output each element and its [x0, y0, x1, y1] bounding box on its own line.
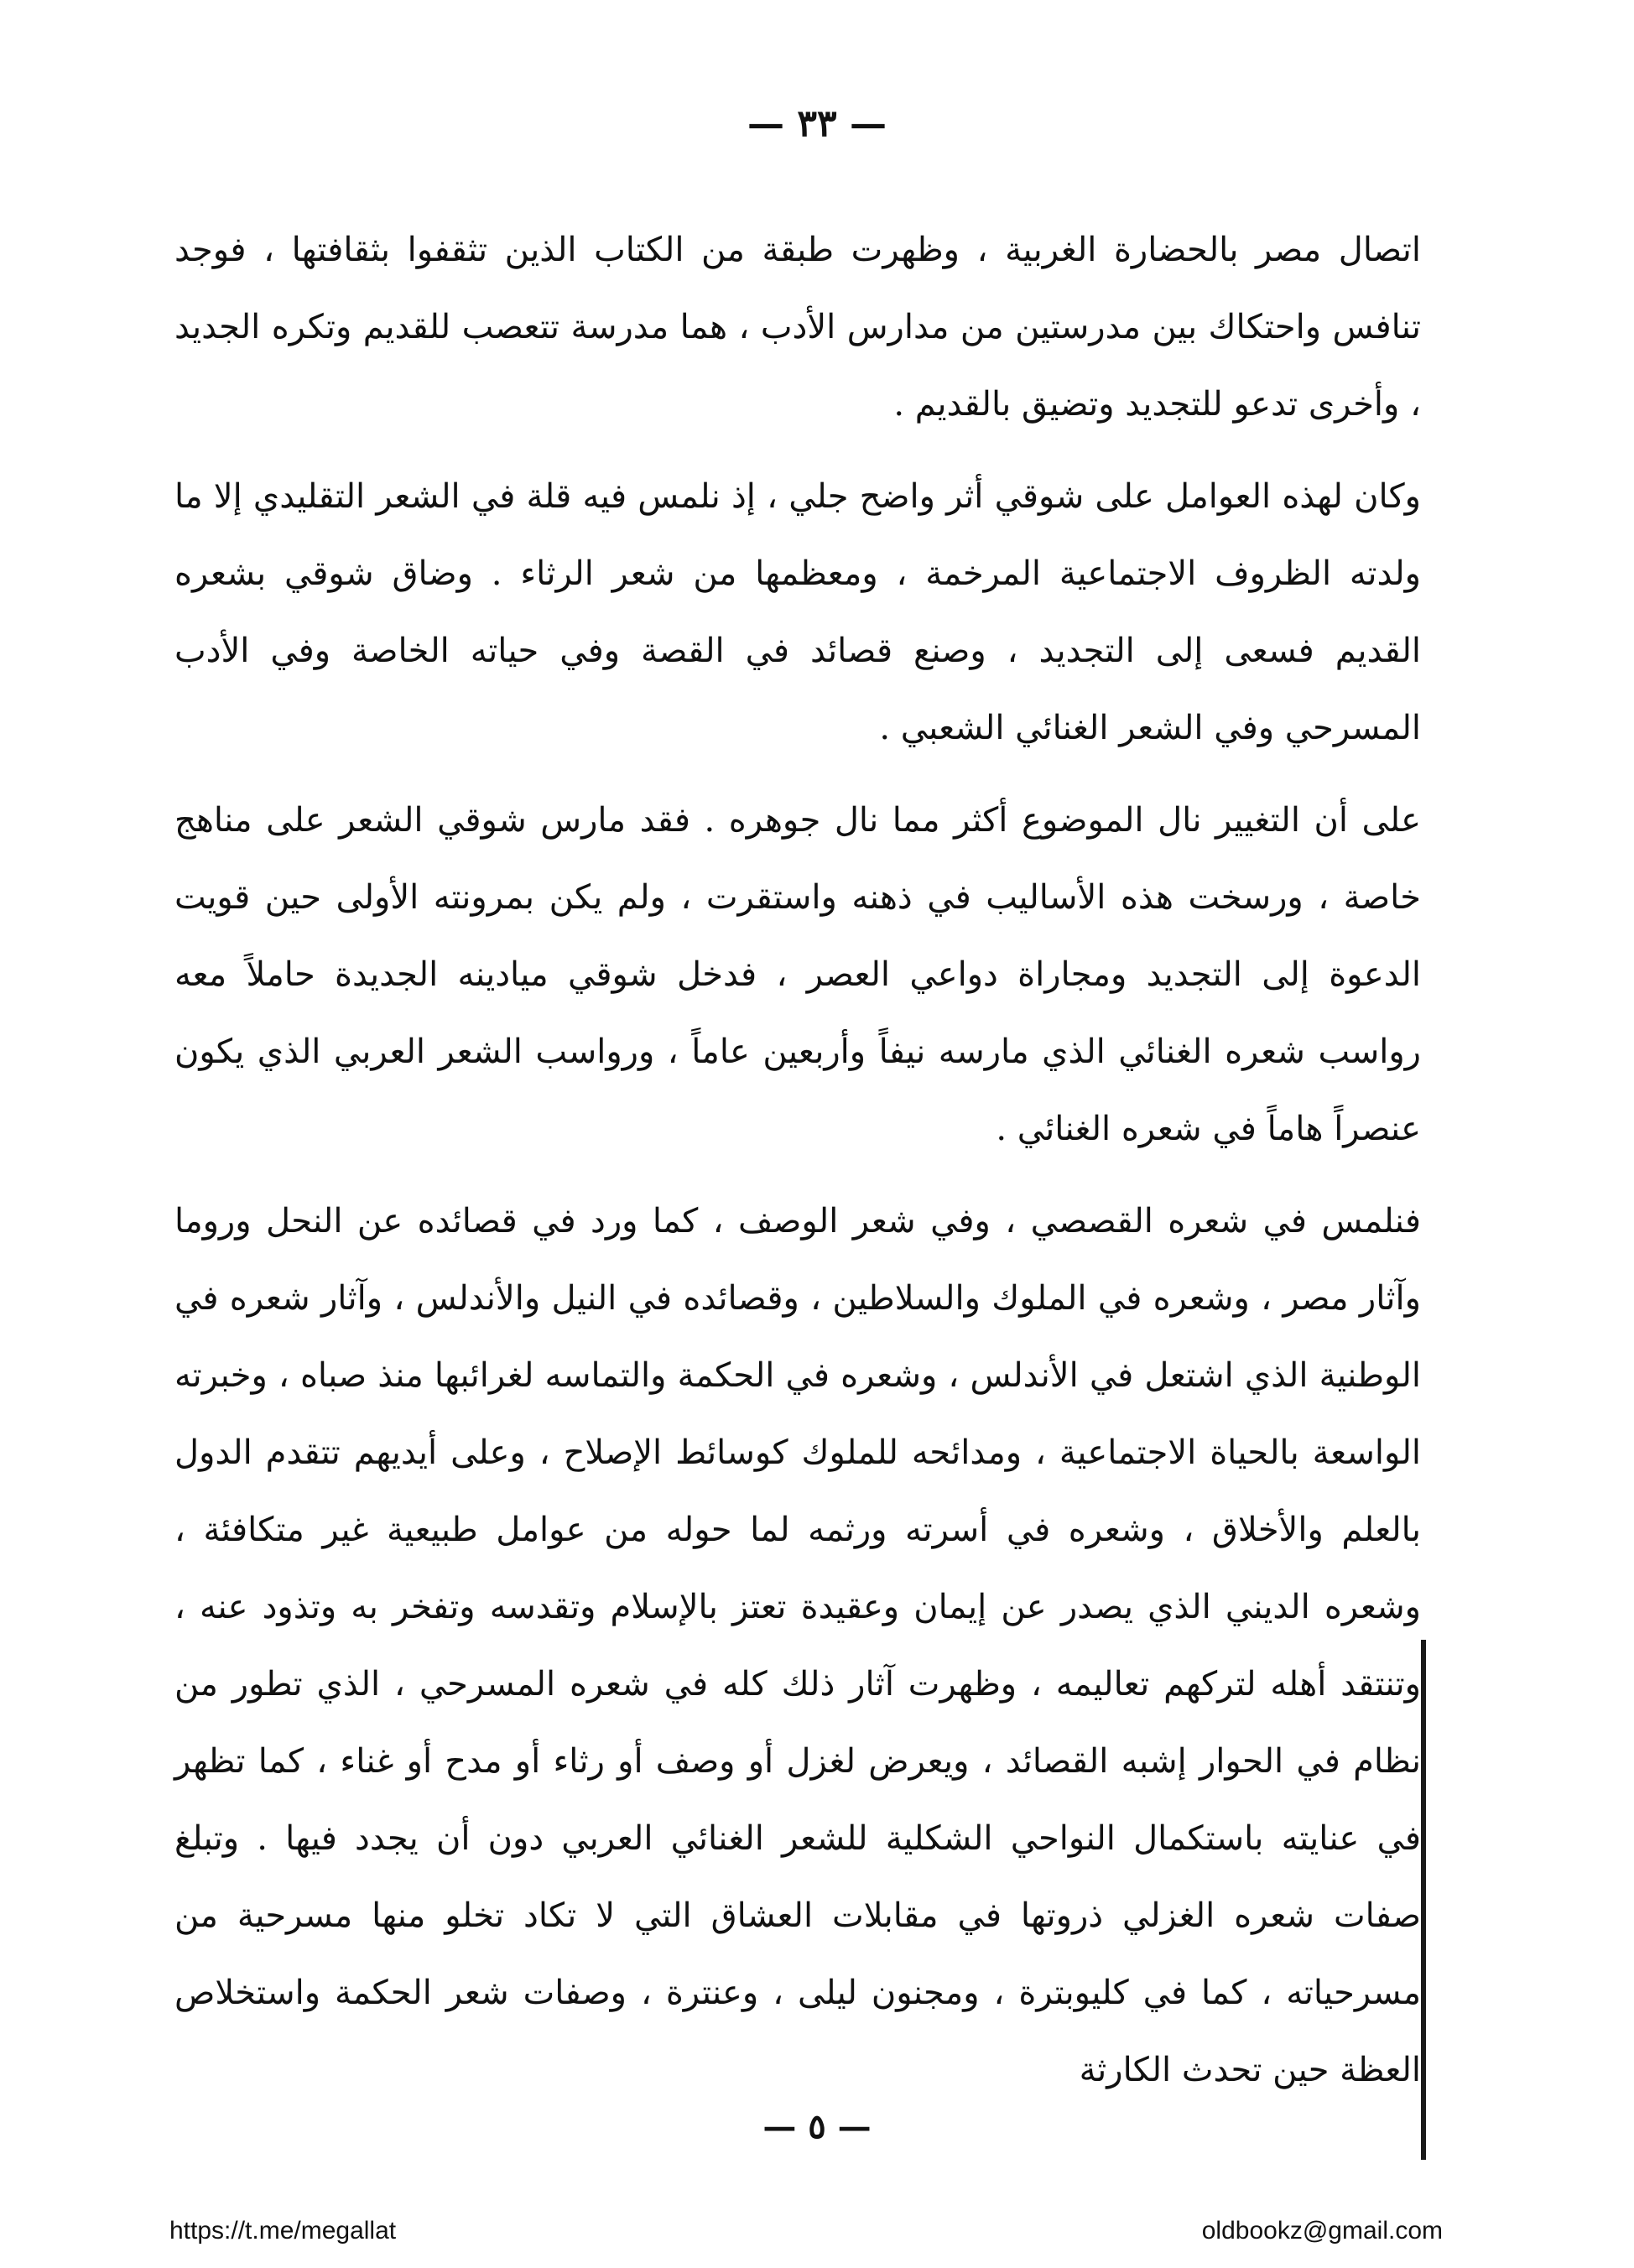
- paragraph-4: فنلمس في شعره القصصي ، وفي شعر الوصف ، كما ورد في قصائده عن النحل وروما وآثار مصر ، وشعره في الملوك والسلاطين ، وقصائده في النيل والأندلس ، وآثار شعره في الوطنية الذي اشتعل في الأندلس ، وشعره في الحكمة والتماسه لغرائبها منذ صباه ، وخبرته الواسعة بالحياة الاجتماعية ، ومدائحه للملوك كوسائط الإصلاح ، وعلى أيديهم تتقدم الدول بالعلم والأخلاق ، وشعره في أسرته ورثمه لما حوله من عوامل طبيعية غير متكافئة ، وشعره الديني الذي يصدر عن إيمان وعقيدة تعتز بالإسلام وتقدسه وتفخر به وتذود عنه ، وتنتقد أهله لتركهم تعاليمه ، وظهرت آثار ذلك كله في شعره المسرحي ، الذي تطور من نظام في الحوار إشبه القصائد ، ويعرض لغزل أو وصف أو رثاء أو مدح أو غناء ، كما تظهر في عنايته باستكمال النواحي الشكلية للشعر الغنائي العربي دون أن يجدد فيها . وتبلغ صفات شعره الغزلي ذروتها في مقابلات العشاق التي لا تكاد تخلو منها مسرحية من مسرحياته ، كما في كليوبترة ، ومجنون ليلى ، وعنترة ، وصفات شعر الحكمة واستخلاص العظة حين تحدث الكارثة: [174, 1202, 1422, 2089]
- paragraph-3: على أن التغيير نال الموضوع أكثر مما نال جوهره . فقد مارس شوقي الشعر على مناهج خاصة ، ورسخت هذه الأساليب في ذهنه واستقرت ، ولم يكن بمرونته الأولى حين قويت الدعوة إلى التجديد ومجاراة دواعي العصر ، فدخل شوقي ميادينه الجديدة حاملاً معه رواسب شعره الغنائي الذي مارسه نيفاً وأربعين عاماً ، ورواسب الشعر العربي الذي يكون عنصراً هاماً في شعره الغنائي .: [174, 801, 1421, 1148]
- paragraph-2: وكان لهذه العوامل على شوقي أثر واضح جلي ، إذ نلمس فيه قلة في الشعر التقليدي إلا ما ولدته الظروف الاجتماعية المرخمة ، ومعظمها من شعر الرثاء . وضاق شوقي بشعره القديم فسعى إلى التجديد ، وصنع قصائد في القصة وفي حياته الخاصة وفي الأدب المسرحي وفي الشعر الغنائي الشعبي .: [174, 477, 1421, 747]
- paragraph-1: اتصال مصر بالحضارة الغربية ، وظهرت طبقة من الكتاب الذين تثقفوا بثقافتها ، فوجد تنافس واحتكاك بين مدرستين من مدارس الأدب ، هما مدرسة تتعصب للقديم وتكره الجديد ، وأخرى تدعو للتجديد وتضيق بالقديم .: [174, 231, 1421, 424]
- footer-email[interactable]: oldbookz@gmail.com: [1201, 2217, 1443, 2245]
- footer-link[interactable]: https://t.me/megallat: [169, 2217, 397, 2245]
- body-text: [174, 211, 1421, 2124]
- page-number: — ٣٣ —: [747, 102, 887, 145]
- margin-rule: [1421, 1640, 1426, 2160]
- signature-marker: — ٥ —: [762, 2107, 872, 2146]
